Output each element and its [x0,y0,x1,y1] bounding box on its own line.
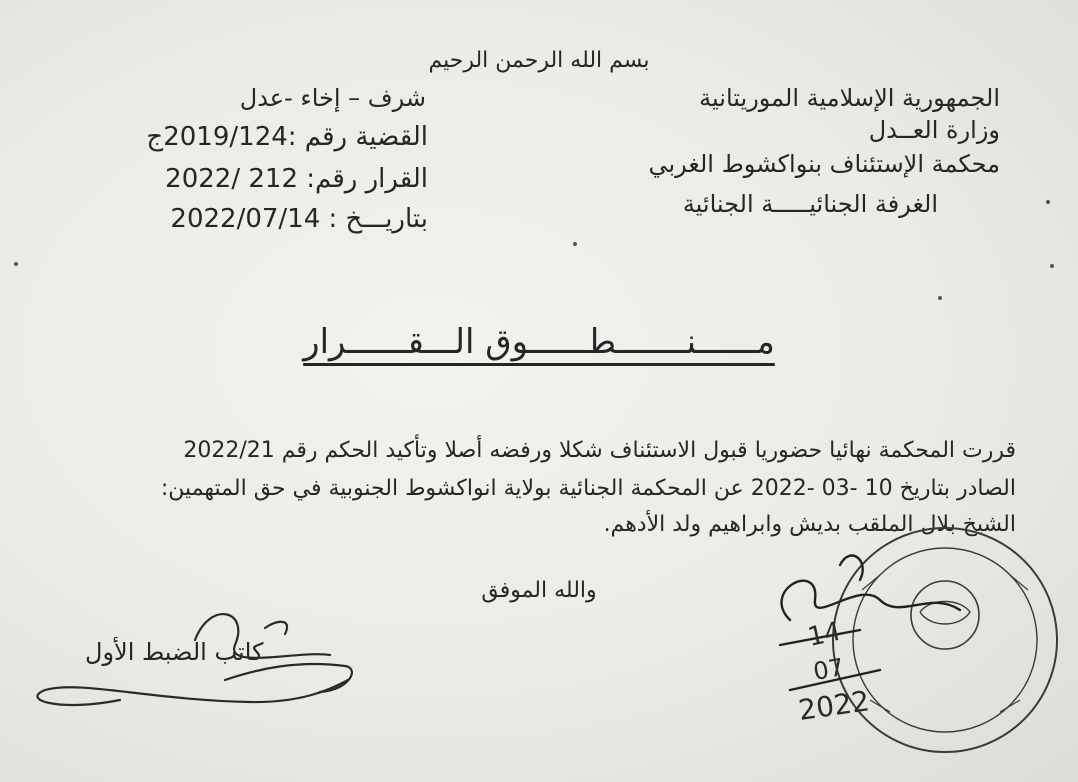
decision-number: القرار رقم: 212 /2022 [165,164,428,194]
paper-speck [938,296,942,300]
ruling-line-2: الصادر بتاريخ 10 -03 -2022 عن المحكمة الجنائية بولاية انواكشوط الجنوبية في حق المتهمين: [160,476,1016,501]
paper-speck [573,242,577,246]
country-name: الجمهورية الإسلامية الموريتانية [699,84,1000,112]
national-motto: شرف – إخاء -عدل [239,84,426,112]
case-number: القضية رقم :2019/124ج [146,122,428,152]
closing-phrase: والله الموفق [481,578,597,603]
decision-date: بتاريـــخ : 2022/07/14 [170,204,428,234]
document-title-text: مــــــنـــــــطــــــوق الـــقــــــرار [303,322,775,362]
paper-speck [1046,200,1050,204]
ministry-name: وزارة العــدل [868,116,1000,144]
ruling-line-1: قررت المحكمة نهائيا حضوريا قبول الاستئناف شكلا ورفضه أصلا وتأكيد الحكم رقم 2022/21 [183,438,1016,463]
clerk-signature [37,614,351,705]
basmala: بسم الله الرحمن الرحيم [428,48,650,73]
stamp-year: 2022 [796,684,872,727]
stamp-day: 14 [805,616,844,653]
clerk-title: كاتب الضبط الأول [85,638,264,666]
chamber-name: الغرفة الجنائيـــــة الجنائية [682,190,938,218]
paper-speck [1050,264,1054,268]
paper-speck [14,262,18,266]
stamp-month: 07 [811,653,847,686]
ruling-line-3: الشيخ بلال الملقب بديش وابراهيم ولد الأدهم. [603,512,1016,537]
court-name: محكمة الإستئناف بنواكشوط الغربي [648,150,1000,178]
official-stamp [833,528,1057,752]
